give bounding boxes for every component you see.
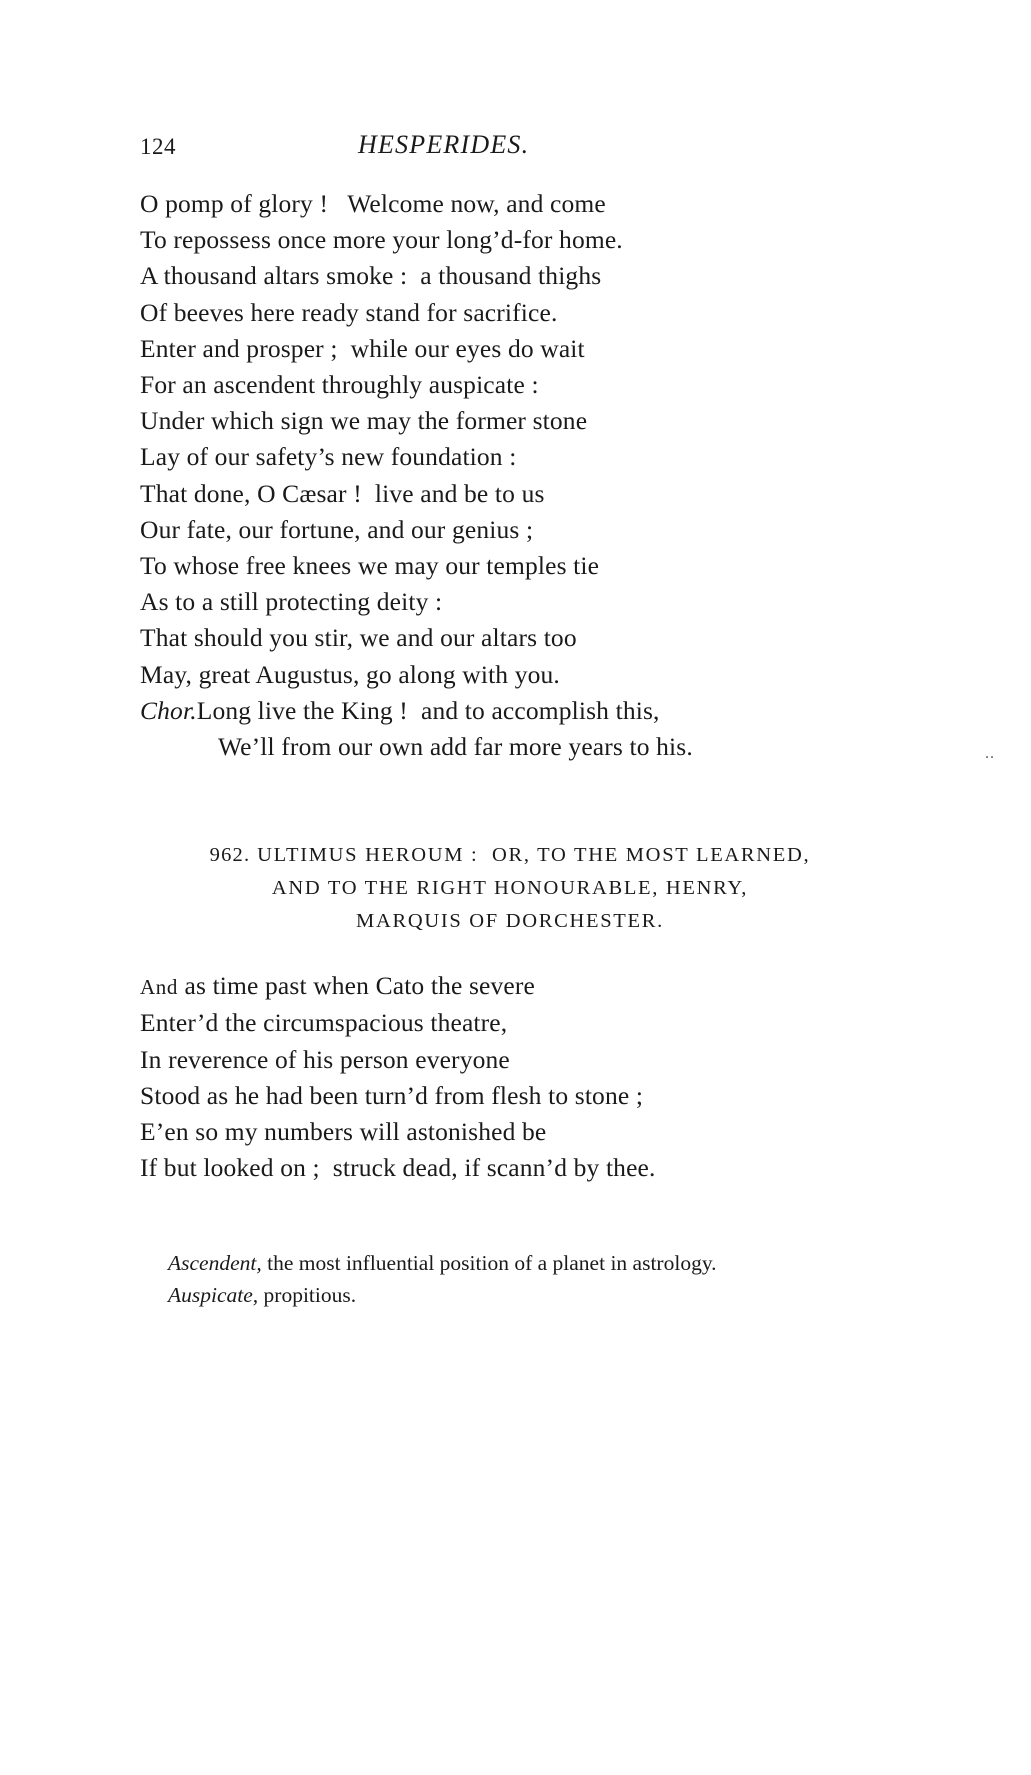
opening-smallcaps: And [140,975,178,1000]
verse-line: For an ascendent throughly auspicate : [140,370,539,400]
page-content [140,130,880,1312]
verse-line: We’ll from our own add far more years to his. [218,732,693,762]
verse-line: O pomp of glory ! Welcome now, and come [140,189,606,218]
footnote [140,1248,840,1278]
verse-line: That should you stir, we and our altars too [140,623,577,653]
verse-line: A thousand altars smoke : a thousand thighs [140,261,602,291]
footnote [140,1280,840,1310]
verse-line: Lay of our safety’s new foundation : [140,442,517,472]
poem-heading-line [140,839,880,872]
footnote-text: the most influential position of a planet in astrology. [261,1251,717,1276]
poem-heading-text: ULTIMUS HEROUM : OR, TO THE MOST LEARNED, [257,844,811,867]
verse-line: Stood as he had been turn’d from flesh to stone ; [140,1080,644,1110]
verse-line: Our fate, our fortune, and our genius ; [140,514,534,544]
verse-line: Under which sign we may the former stone [140,406,588,436]
verse-line: To repossess once more your long’d-for home. [140,225,623,255]
verse-line: Enter’d the circumspacious theatre, [140,1008,508,1038]
running-title: HESPERIDES. [358,130,530,159]
verse-line: Enter and prosper ; while our eyes do wait [140,333,585,363]
verse-line: May, great Augustus, go along with you. [140,659,560,689]
footnotes [140,1248,840,1310]
verse-line-text: as time past when Cato the severe [184,971,536,1001]
poem-number: 962. [209,844,251,867]
footnote-text: propitious. [258,1283,357,1308]
poem-continuation-body [140,186,880,765]
verse-line: As to a still protecting deity : [140,587,443,617]
verse-line: E’en so my numbers will astonished be [140,1117,547,1147]
verse-line-chorus [140,693,880,729]
poem-body [140,968,880,1186]
footnote-term: Auspicate, [168,1283,259,1308]
verse-line: If but looked on ; struck dead, if scann’d by thee. [140,1153,656,1183]
page-number: 124 [140,134,176,159]
footnote-term: Ascendent, [168,1251,262,1276]
poem-heading-line: MARQUIS OF DORCHESTER. [356,910,664,933]
verse-line: In reverence of his person everyone [140,1044,510,1074]
poem-heading [140,839,880,938]
verse-line-text: Long live the King ! and to accomplish this, [196,695,660,725]
verse-line: That done, O Cæsar ! live and be to us [140,478,545,508]
poem-heading-line: AND TO THE RIGHT HONOURABLE, HENRY, [271,877,749,900]
marginal-mark: .. [985,745,995,762]
speaker-label: Chor. [140,695,197,725]
running-head [140,130,880,176]
verse-line: To whose free knees we may our temples tie [140,551,600,581]
verse-line-first [140,968,880,1005]
verse-line: Of beeves here ready stand for sacrifice. [140,297,558,327]
